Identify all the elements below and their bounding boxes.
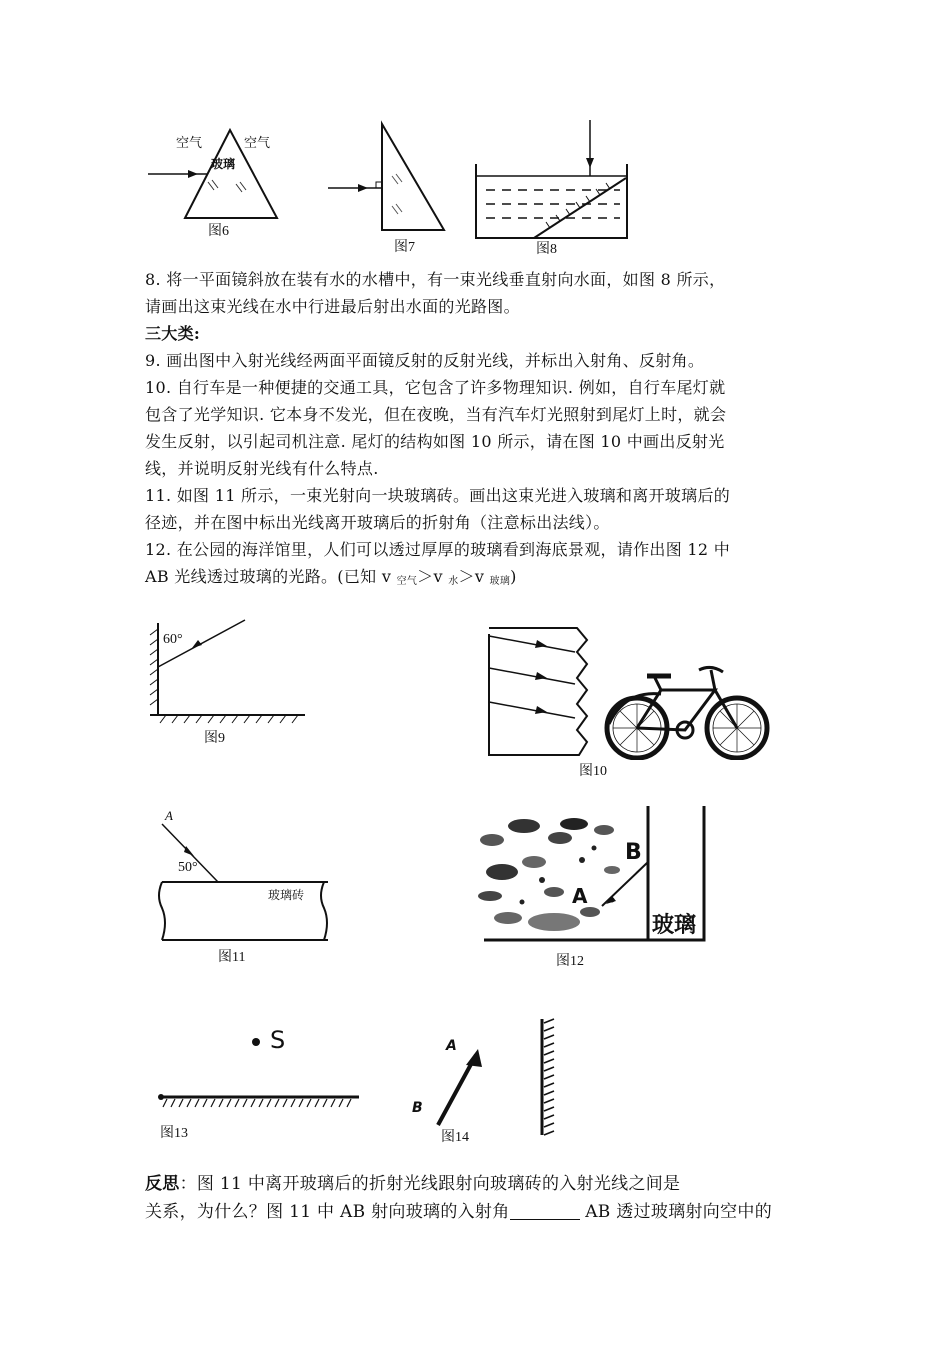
q12-line1: 12. 在公园的海洋馆里，人们可以透过厚厚的玻璃看到海底景观，请作出图 12 中: [145, 540, 731, 559]
figure-14: [370, 1015, 570, 1145]
fig14-caption: 图14: [441, 1130, 469, 1145]
fig6-glass-label: 玻璃: [211, 157, 236, 171]
figure-11: [150, 810, 340, 945]
fig11-angle: 50°: [178, 860, 198, 875]
fig14-label-a: A: [446, 1038, 457, 1054]
brick-left-edge: [159, 882, 165, 940]
q10-line3: 发生反射，以引起司机注意. 尾灯的结构如图 10 所示，请在图 10 中画出反射光: [145, 432, 725, 451]
q12-gt2: ＞v: [458, 567, 490, 586]
prism-triangle: [382, 124, 444, 230]
reflection-text-2a: 关系，为什么？图 11 中 AB 射向玻璃的入射角: [145, 1202, 510, 1222]
fig13-label-s: S: [270, 1026, 286, 1054]
reflection-line1: [145, 1170, 810, 1198]
q12-end: ): [510, 567, 517, 586]
figure-13: [155, 1085, 365, 1115]
q12-sub-water: 水: [448, 576, 459, 587]
fig9-angle: 60°: [163, 632, 183, 647]
arrow-head-icon: [358, 184, 368, 192]
fig6-air-right-label: 空气: [244, 136, 271, 151]
fig6-air-left-label: 空气: [176, 136, 203, 151]
q12-text-a: AB 光线透过玻璃的光路。(已知 v: [145, 567, 397, 586]
figure-7: [320, 118, 450, 238]
q12-gt1: ＞v: [417, 567, 449, 586]
section-3-heading: 三大类:: [145, 324, 201, 343]
arrow-head-icon: [466, 1049, 482, 1067]
fig12-label-b: B: [625, 840, 642, 865]
arrow-head-icon: [188, 170, 198, 178]
q12-sub-glass: 玻璃: [489, 576, 511, 587]
q8-line2: 请画出这束光线在水中行进最后射出水面的光路图。: [145, 297, 520, 316]
fig9-caption: 图9: [204, 731, 225, 746]
light-ray: [489, 636, 575, 652]
fig12-label-a: A: [572, 884, 588, 908]
reflection-line2: [145, 1198, 810, 1226]
fig12-glass-label: 玻璃: [652, 913, 697, 938]
question-block-1: [145, 266, 810, 595]
reflection-label: 反思: [145, 1174, 180, 1194]
arrow-head-icon: [586, 158, 594, 168]
reflection-text-2b: AB 透过玻璃射向空中的: [579, 1202, 772, 1222]
fig11-brick-label: 玻璃砖: [268, 888, 305, 902]
brick-right-edge: [321, 882, 327, 940]
fig13-caption: 图13: [160, 1126, 188, 1141]
light-ray: [489, 702, 575, 718]
fig11-caption: 图11: [218, 950, 246, 965]
point-source-dot: [252, 1038, 260, 1046]
arrow-head-icon: [184, 846, 194, 856]
fig7-caption: 图7: [394, 240, 415, 255]
q10-line4: 线，并说明反射光线有什么特点.: [145, 459, 379, 478]
fig10-caption: 图10: [579, 764, 607, 779]
reflection-text-1: ：图 11 中离开玻璃后的折射光线跟射向玻璃砖的入射光线之间是: [179, 1174, 681, 1194]
fig12-caption: 图12: [556, 954, 584, 969]
figure-8: [470, 118, 635, 243]
q10-line1: 10. 自行车是一种便捷的交通工具，它包含了许多物理知识. 例如，自行车尾灯就: [145, 378, 726, 397]
light-ray: [489, 668, 575, 684]
reflection-block: [145, 1170, 810, 1226]
fig14-label-b: B: [412, 1100, 423, 1116]
bicycle-icon: [607, 667, 767, 758]
answer-blank[interactable]: [510, 1205, 580, 1220]
q9-text: 9. 画出图中入射光线经两面平面镜反射的反射光线，并标出入射角、反射角。: [145, 351, 705, 370]
q11-line2: 径迹，并在图中标出光线离开玻璃后的折射角（注意标出法线）。: [145, 513, 610, 532]
fig8-caption: 图8: [536, 242, 557, 257]
q8-line1: 8. 将一平面镜斜放在装有水的水槽中，有一束光线垂直射向水面，如图 8 所示，: [145, 270, 726, 289]
q12-sub-air: 空气: [396, 576, 418, 587]
seabed-scenery: [478, 818, 620, 931]
q10-line2: 包含了光学知识. 它本身不发光，但在夜晚，当有汽车灯光照射到尾灯上时，就会: [145, 405, 727, 424]
q11-line1: 11. 如图 11 所示，一束光射向一块玻璃砖。画出这束光进入玻璃和离开玻璃后的: [145, 486, 731, 505]
fig11-label-a: A: [165, 808, 173, 823]
fig6-caption: 图6: [208, 224, 229, 239]
arrow-head-icon: [192, 640, 202, 648]
figure-10: [485, 620, 785, 760]
q12-line2: [145, 563, 810, 595]
